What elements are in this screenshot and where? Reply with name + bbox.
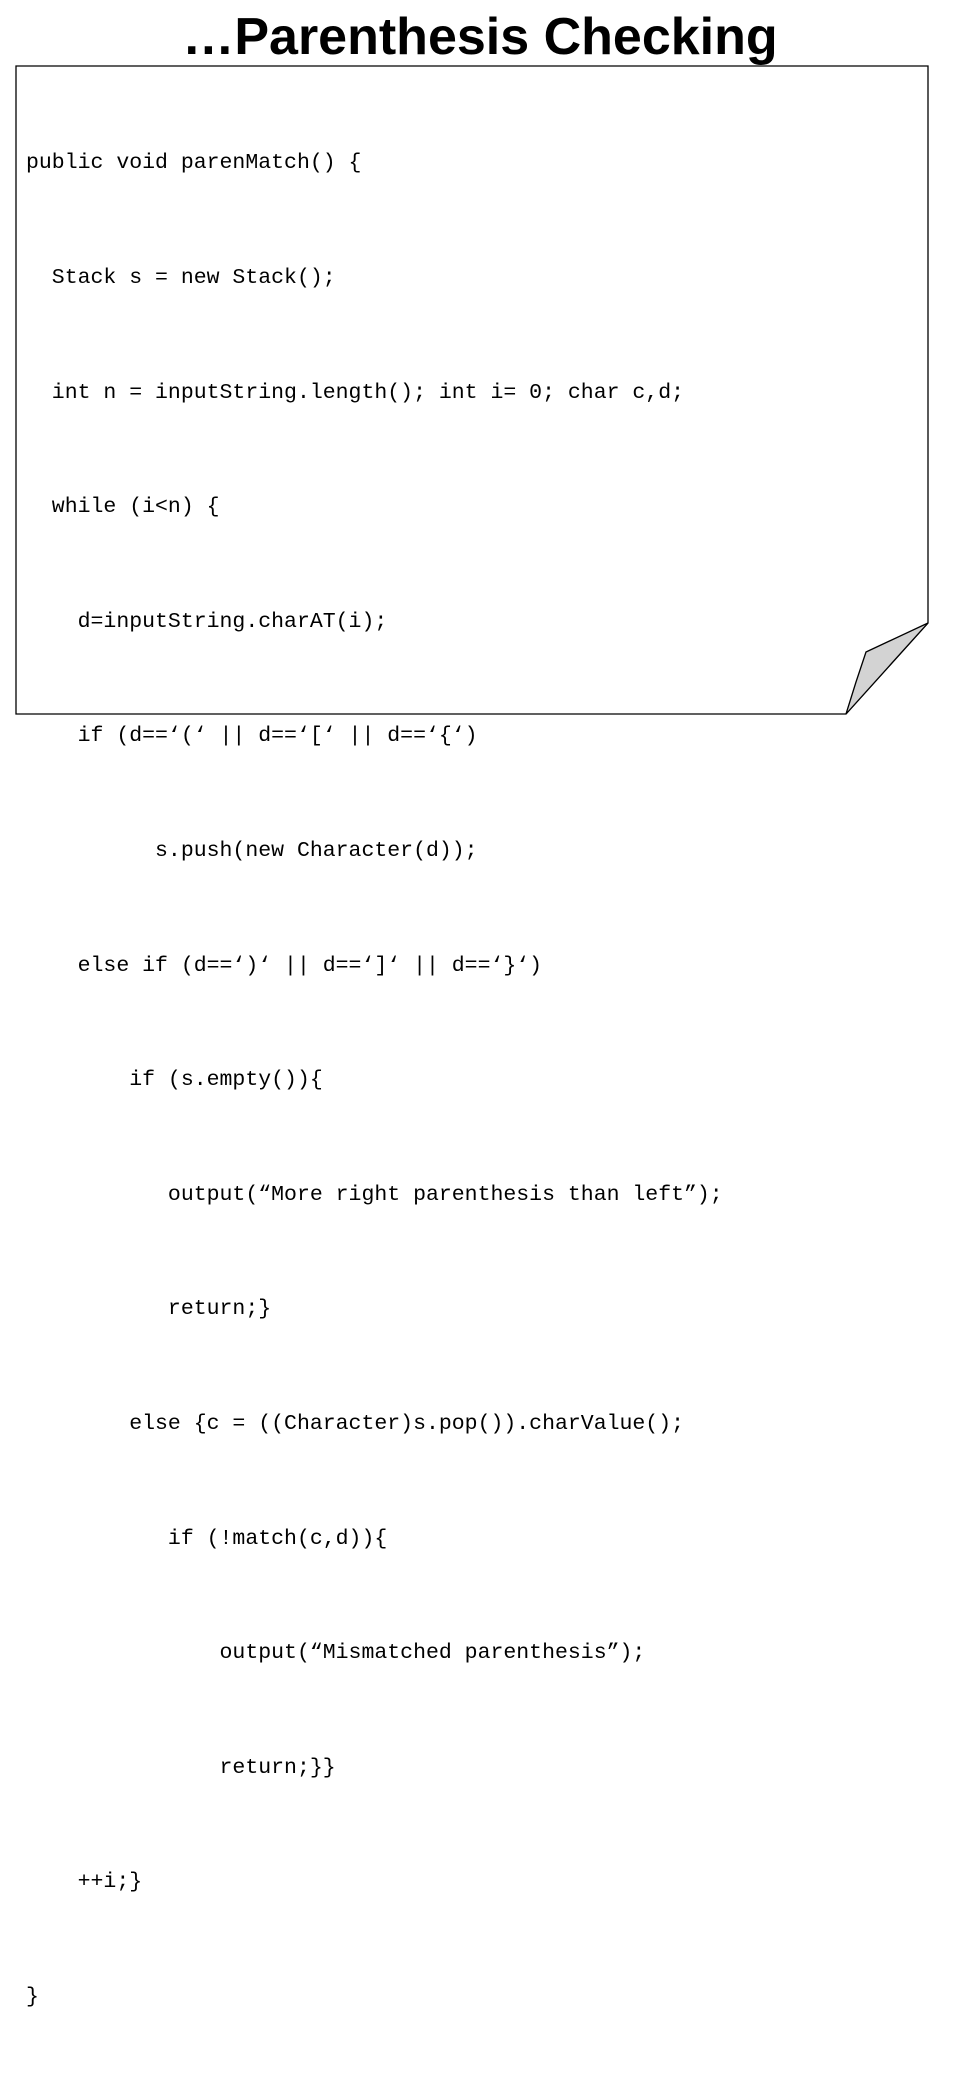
- code-line: Stack s = new Stack();: [26, 266, 336, 290]
- code-line: if (d==‘(‘ || d==‘[‘ || d==‘{‘): [26, 724, 478, 749]
- code-line: else {c = ((Character)s.pop()).charValue();: [26, 1411, 685, 1436]
- code-line: }: [26, 1984, 39, 2009]
- code-line: d=inputString.charAT(i);: [26, 609, 388, 634]
- code-line: public void parenMatch() {: [26, 151, 362, 176]
- code-line: ++i;}: [26, 1870, 143, 1895]
- code-line: return;}}: [26, 1755, 336, 1780]
- code-line: if (!match(c,d)){: [26, 1526, 388, 1551]
- code-line: output(“Mismatched parenthesis”);: [26, 1641, 646, 1666]
- code-line: if (s.empty()){: [26, 1068, 323, 1093]
- code-line: int n = inputString.length(); int i= 0; char c,d;: [26, 380, 685, 405]
- code-line: s.push(new Character(d));: [26, 838, 478, 863]
- code-line: else if (d==‘)‘ || d==‘]‘ || d==‘}‘): [26, 953, 543, 978]
- code-block: [26, 68, 916, 2093]
- slide-title: …Parenthesis Checking: [182, 8, 778, 66]
- code-line: while (i<n) {: [26, 495, 220, 520]
- code-line: output(“More right parenthesis than left”);: [26, 1182, 723, 1207]
- code-line: return;}: [26, 1297, 272, 1322]
